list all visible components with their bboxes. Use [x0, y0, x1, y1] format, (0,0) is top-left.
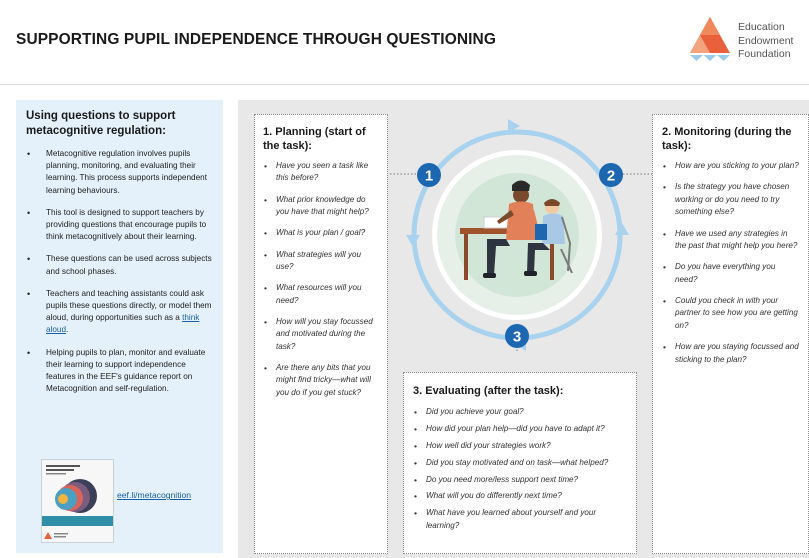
question-item: • What will you do differently next time?	[413, 490, 628, 502]
stage-3-number: 3	[512, 328, 522, 346]
logo-line-1: Education	[738, 21, 785, 33]
intro-bullet: • These questions can be used across subjects and school phases.	[16, 253, 216, 277]
question-item: • What have you learned about yourself and your learning?	[413, 507, 628, 532]
question-item: • What resources will you need?	[263, 282, 379, 307]
intro-bullet: • Helping pupils to plan, monitor and evaluate their learning to support independence features in the EEF's guidance report on Metacognition and self-regulation.	[16, 347, 216, 396]
intro-list	[16, 148, 216, 405]
eef-logo-icon	[690, 17, 730, 61]
intro-bullet: • Metacognitive regulation involves pupils planning, monitoring, and evaluating their learning. This process supports independent learning behaviours.	[16, 148, 216, 197]
logo-line-3: Foundation	[738, 48, 791, 60]
logo-line-2: Endowment	[738, 34, 794, 47]
question-item: • What strategies will you use?	[263, 249, 379, 274]
stage-1-badge	[417, 163, 441, 187]
question-item: • Could you check in with your partner to see how you are getting on?	[662, 295, 800, 332]
intro-bullet: • This tool is designed to support teachers by providing questions that encourage pupils to think metacognitively about their learning.	[16, 207, 216, 244]
question-item: • Did you achieve your goal?	[413, 406, 628, 418]
evaluating-questions	[413, 406, 628, 532]
evaluating-title: 3. Evaluating (after the task):	[413, 385, 564, 397]
metacognition-cycle-diagram	[390, 113, 652, 353]
eef-metacognition-link[interactable]: eef.li/metacognition	[117, 490, 192, 500]
question-item: • Do you have everything you need?	[662, 261, 800, 286]
monitoring-title: 2. Monitoring (during the task):	[662, 126, 792, 152]
evaluating-card	[403, 372, 637, 554]
logo-text	[738, 21, 793, 62]
question-item: • How will you stay focussed and motivated during the task?	[263, 316, 379, 353]
intro-bullet-text: Teachers and teaching assistants could ask pupils these questions directly, or model them aloud, during opportunities such as a	[46, 288, 212, 323]
question-item: • What is your plan / goal?	[263, 227, 379, 239]
monitoring-questions	[662, 160, 800, 366]
intro-bullet-text-end: .	[66, 325, 69, 335]
stage-2-number: 2	[606, 167, 616, 185]
stage-3-badge	[505, 324, 529, 348]
question-item: • Are there any bits that you might find tricky—what will you do if you get stuck?	[263, 362, 379, 399]
monitoring-card	[652, 114, 809, 554]
report-cover-icon	[42, 460, 113, 542]
stage-2-badge	[599, 163, 623, 187]
stage-1-number: 1	[424, 167, 434, 185]
guidance-report-thumbnail[interactable]	[41, 459, 114, 543]
question-item: • Did you stay motivated and on task—what helped?	[413, 457, 628, 469]
header	[0, 0, 809, 85]
intro-bullet	[16, 288, 216, 337]
planning-title: 1. Planning (start of the task):	[263, 126, 366, 152]
question-item: • Is the strategy you have chosen working or do you need to try something else?	[662, 181, 800, 218]
question-item: • How well did your strategies work?	[413, 440, 628, 452]
question-item: • Have you seen a task like this before?	[263, 160, 379, 185]
planning-card	[254, 114, 388, 554]
question-item: • How are you staying focussed and sticking to the plan?	[662, 341, 800, 366]
intro-panel	[16, 100, 223, 553]
question-item: • How are you sticking to your plan?	[662, 160, 800, 172]
question-item: • Have we used any strategies in the past that might help you here?	[662, 228, 800, 253]
page-title: SUPPORTING PUPIL INDEPENDENCE THROUGH QUESTIONING	[16, 31, 496, 48]
planning-questions	[263, 160, 379, 399]
think-aloud-link[interactable]: think aloud	[46, 313, 200, 335]
question-item: • How did your plan help—did you have to adapt it?	[413, 423, 628, 435]
question-item: • Do you need more/less support next time?	[413, 474, 628, 486]
intro-heading: Using questions to support metacognitive regulation:	[26, 110, 176, 137]
question-item: • What prior knowledge do you have that might help?	[263, 194, 379, 219]
